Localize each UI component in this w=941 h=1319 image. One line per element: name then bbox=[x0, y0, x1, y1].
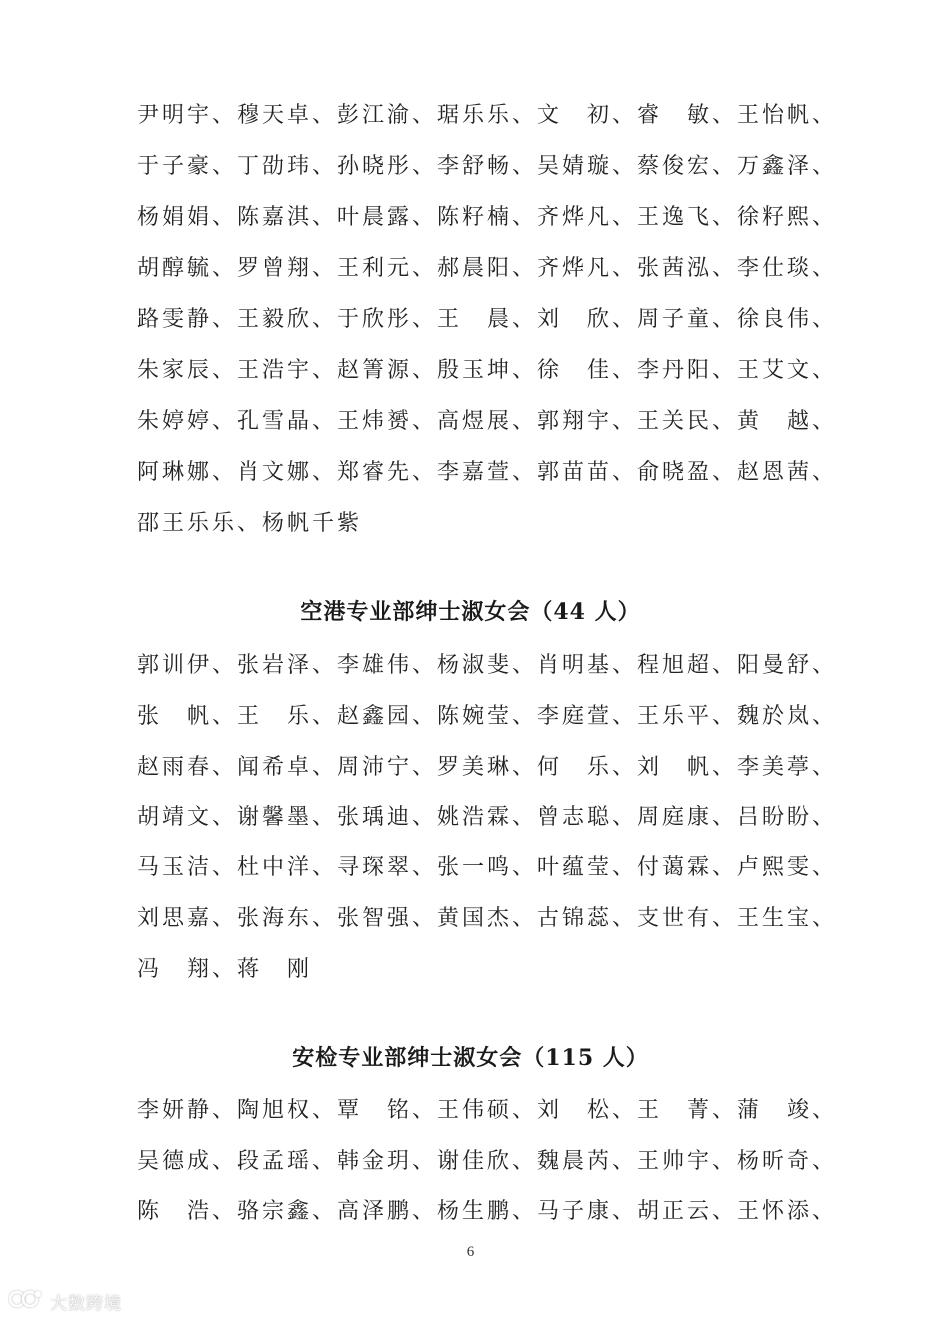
section-title: 空港专业部绅士淑女会（44 人） bbox=[300, 599, 641, 625]
name-list-row: 郭训伊、张岩泽、李雄伟、杨淑斐、肖明基、程旭超、阳曼舒、 bbox=[137, 653, 838, 678]
name-list-row: 陈 浩、骆宗鑫、高泽鹏、杨生鹏、马子康、胡正云、王怀添、 bbox=[137, 1199, 838, 1224]
name-list-row: 邵王乐乐、杨帆千紫 bbox=[137, 511, 363, 536]
page-number: 6 bbox=[466, 1244, 475, 1260]
name-list-row: 马玉洁、杜中洋、寻琛翠、张一鸣、叶蕴莹、付蔼霖、卢熙雯、 bbox=[137, 855, 838, 880]
section-title: 安检专业部绅士淑女会（115 人） bbox=[292, 1045, 649, 1071]
name-list-row: 吴德成、段孟瑶、韩金玥、谢佳欣、魏晨芮、王帅宇、杨昕奇、 bbox=[137, 1149, 838, 1174]
watermark-text: 大数跨境 bbox=[50, 1293, 122, 1314]
name-list-row: 杨娟娟、陈嘉淇、叶晨露、陈籽楠、齐烨凡、王逸飞、徐籽熙、 bbox=[137, 205, 838, 230]
name-list-row: 刘思嘉、张海东、张智强、黄国杰、古锦蕊、支世有、王生宝、 bbox=[137, 906, 838, 931]
name-list-row: 张 帆、王 乐、赵鑫园、陈婉莹、李庭萱、王乐平、魏於岚、 bbox=[137, 704, 838, 729]
name-list-row: 路雯静、王毅欣、于欣彤、王 晨、刘 欣、周子童、徐良伟、 bbox=[137, 307, 838, 332]
name-list-row: 赵雨春、闻希卓、周沛宁、罗美琳、何 乐、刘 帆、李美葶、 bbox=[137, 755, 838, 780]
name-list-row: 胡靖文、谢馨墨、张瑀迪、姚浩霖、曾志聪、周庭康、吕盼盼、 bbox=[137, 805, 838, 830]
name-list-row: 阿琳娜、肖文娜、郑睿先、李嘉萱、郭苗苗、俞晓盈、赵恩茜、 bbox=[137, 460, 838, 485]
name-list-row: 尹明宇、穆天卓、彭江渝、琚乐乐、文 初、睿 敏、王怡帆、 bbox=[137, 103, 838, 128]
name-list-row: 朱婷婷、孔雪晶、王炜赟、高煜展、郭翔宇、王关民、黄 越、 bbox=[137, 409, 838, 434]
name-list-row: 冯 翔、蒋 刚 bbox=[137, 957, 313, 982]
brand-logo-icon bbox=[8, 1287, 44, 1315]
name-list-row: 于子豪、丁劭玮、孙晓彤、李舒畅、吴婧璇、蔡俊宏、万鑫泽、 bbox=[137, 154, 838, 179]
watermark bbox=[8, 1286, 122, 1316]
name-list-row: 胡醇毓、罗曾翔、王利元、郝晨阳、齐烨凡、张茜泓、李仕琰、 bbox=[137, 256, 838, 281]
name-list-row: 李妍静、陶旭权、覃 铭、王伟硕、刘 松、王 菁、蒲 竣、 bbox=[137, 1098, 838, 1123]
name-list-row: 朱家辰、王浩宇、赵箐源、殷玉坤、徐 佳、李丹阳、王艾文、 bbox=[137, 358, 838, 383]
